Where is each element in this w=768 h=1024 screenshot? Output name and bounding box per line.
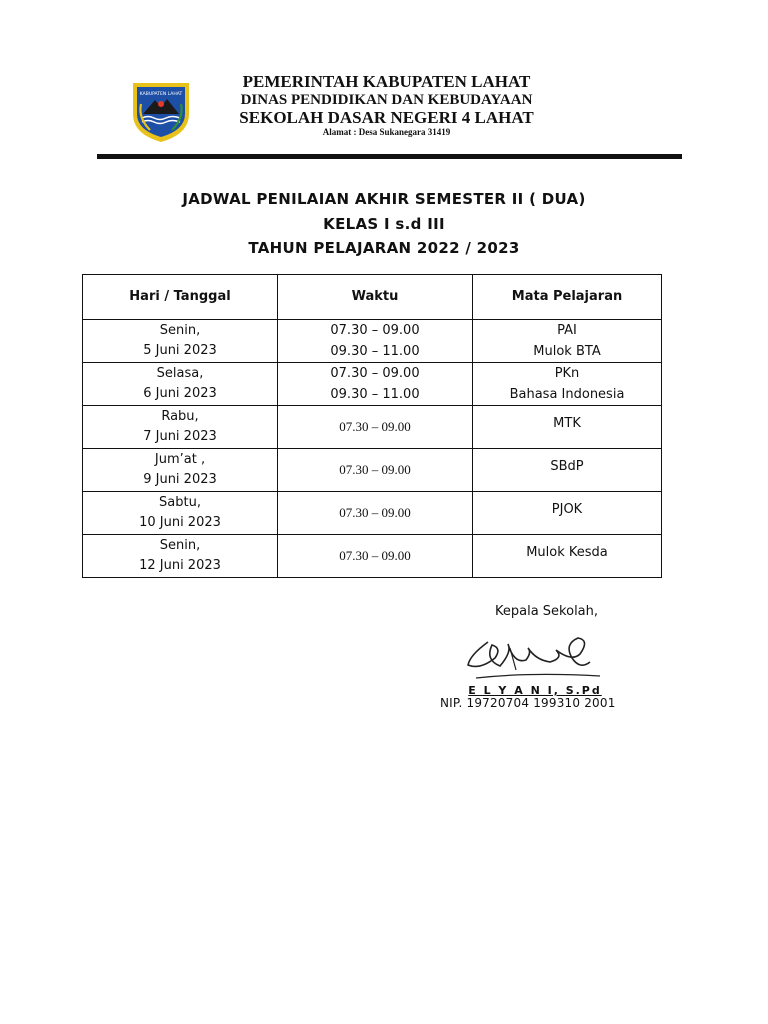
header-department: DINAS PENDIDIKAN DAN KEBUDAYAAN [240,92,533,108]
logo-text: KABUPATEN LAHAT [139,92,183,97]
time-cell [278,449,473,492]
subject: SBdP [550,459,584,474]
principal-nip: NIP. 19720704 199310 2001 [440,696,616,710]
time-slot: 07.30 – 09.00 [330,366,420,381]
time-slot: 07.30 – 09.00 [339,505,411,520]
time-cell [278,320,473,363]
table-row [83,363,662,406]
time-slot: 07.30 – 09.00 [339,548,411,563]
header-address: Alamat : Desa Sukanegara 31419 [322,127,451,137]
subject: PAI [557,323,577,338]
exam-schedule-table [82,274,662,578]
day-cell [83,363,278,406]
column-header-day: Hari / Tanggal [83,275,278,320]
document-title: JADWAL PENILAIAN AKHIR SEMESTER II ( DUA) [182,190,586,208]
time-slot: 09.30 – 11.00 [330,344,420,359]
table-header-row [83,275,662,320]
subject: PKn [554,366,580,381]
table-row [83,406,662,449]
day-date: 5 Juni 2023 [143,343,217,358]
subject: MTK [553,416,581,431]
table-row [83,535,662,578]
day-name: Jum’at , [154,452,206,467]
day-cell [83,406,278,449]
day-name: Sabtu, [159,495,201,510]
time-cell [278,363,473,406]
day-name: Selasa, [156,366,204,381]
day-date: 12 Juni 2023 [139,558,221,573]
subject: Mulok Kesda [526,545,608,560]
time-slot: 07.30 – 09.00 [339,462,411,477]
subject-cell [473,363,662,406]
subject-cell [473,492,662,535]
subject-cell [473,449,662,492]
table-row [83,449,662,492]
column-header-subject: Mata Pelajaran [473,275,662,320]
time-slot: 09.30 – 11.00 [330,387,420,402]
document-school-year: TAHUN PELAJARAN 2022 / 2023 [248,239,520,257]
day-name: Senin, [159,323,201,338]
subject: Bahasa Indonesia [509,387,625,402]
day-name: Rabu, [161,409,199,424]
day-date: 6 Juni 2023 [143,386,217,401]
subject-cell [473,320,662,363]
day-date: 10 Juni 2023 [139,515,221,530]
header-divider [97,154,682,159]
day-date: 7 Juni 2023 [143,429,217,444]
day-date: 9 Juni 2023 [143,472,217,487]
day-cell [83,492,278,535]
time-cell [278,406,473,449]
principal-label: Kepala Sekolah, [495,604,599,619]
time-slot: 07.30 – 09.00 [330,323,420,338]
time-slot: 07.30 – 09.00 [339,419,411,434]
subject-cell [473,535,662,578]
handwritten-signature [440,600,630,695]
subject-cell [473,406,662,449]
subject: Mulok BTA [533,344,601,359]
header-government: PEMERINTAH KABUPATEN LAHAT [242,72,531,91]
table-row [83,320,662,363]
time-cell [278,535,473,578]
day-cell [83,535,278,578]
column-header-time: Waktu [278,275,473,320]
time-cell [278,492,473,535]
table-row [83,492,662,535]
day-name: Senin, [159,538,201,553]
header-school: SEKOLAH DASAR NEGERI 4 LAHAT [239,108,534,127]
day-cell [83,320,278,363]
document-class-range: KELAS I s.d III [323,215,445,233]
principal-name: E L Y A N I, S.Pd [468,684,602,697]
subject: PJOK [551,502,583,517]
day-cell [83,449,278,492]
